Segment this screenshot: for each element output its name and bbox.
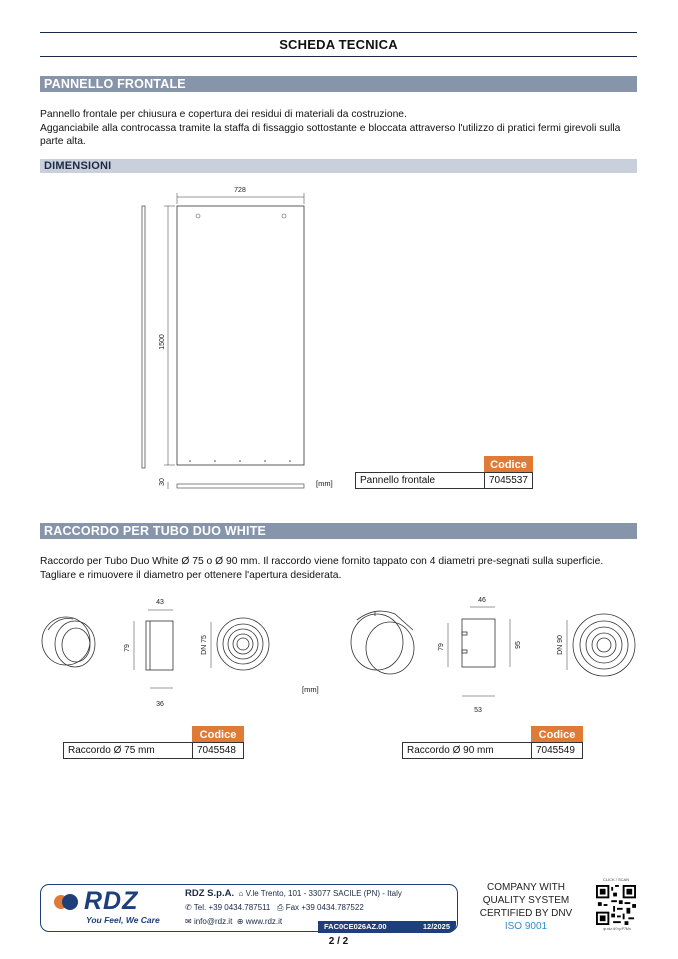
fitting75-name-cell: Raccordo Ø 75 mm <box>64 743 193 759</box>
fitting75-height-dim: 79 <box>124 644 131 652</box>
footer-tel: Tel. +39 0434.787511 <box>193 903 271 912</box>
raccordo-desc-line1: Raccordo per Tubo Duo White Ø 75 o Ø 90 mm. Il raccordo viene fornito tappato con 4 diametri pre-segnati sulla superficie. <box>40 556 604 567</box>
panel-side-profile <box>142 206 145 468</box>
cert-line1: COMPANY WITH <box>487 882 565 893</box>
fitting90-bottom-dim: 53 <box>474 707 482 714</box>
doc-code: FAC0CE026AZ.00 <box>324 922 387 931</box>
footer-company-line <box>185 888 402 899</box>
panel-drawing <box>130 180 350 495</box>
fitting90-top-dim: 46 <box>478 597 486 604</box>
raccordo-desc-line2: Tagliare e rimuovere il diametro per ottenere l'apertura desiderata. <box>40 569 342 581</box>
fitting90-side-view <box>462 619 495 667</box>
fitting90-front-view <box>573 614 635 676</box>
cert-iso: ISO 9001 <box>504 921 548 932</box>
page-number: 2 / 2 <box>328 936 349 947</box>
panel-code-cell: 7045537 <box>485 473 533 489</box>
section-title-pannello: PANNELLO FRONTALE <box>40 76 637 92</box>
fitting90-dn-dim: DN 90 <box>557 635 564 655</box>
fitting75-code-cell: 7045548 <box>193 743 244 759</box>
footer-phone-line <box>185 903 364 913</box>
table-row <box>64 743 244 759</box>
cert-line3: CERTIFIED BY DNV <box>479 908 573 919</box>
footer-company: RDZ S.p.A. <box>185 888 235 899</box>
fitting90-code-table <box>402 726 583 759</box>
rdz-brand: RDZ <box>84 887 139 915</box>
footer-fax: Fax +39 0434.787522 <box>285 903 364 912</box>
fittings-unit-label: [mm] <box>302 685 319 694</box>
header-bottom-rule <box>40 56 637 57</box>
pannello-desc-line2: Agganciabile alla controcassa tramite la staffa di fissaggio sottostante e bloccata attraverso l'utilizzo di pratici fermi girevoli sulla parte alta. <box>40 122 621 147</box>
pannello-description <box>40 108 640 149</box>
fitting90-name-cell: Raccordo Ø 90 mm <box>403 743 532 759</box>
fitting90-code-header: Codice <box>532 727 583 743</box>
fitting75-drawing <box>38 592 278 712</box>
pannello-desc-line1: Pannello frontale per chiusura e copertura dei residui di materiali da costruzione. <box>40 109 407 120</box>
panel-unit-label: [mm] <box>316 479 333 488</box>
panel-name-cell: Pannello frontale <box>356 473 485 489</box>
width-dim-label: 728 <box>234 187 246 194</box>
doc-date: 12/2025 <box>422 922 450 931</box>
header-top-rule <box>40 32 637 33</box>
fitting90-height-dim: 79 <box>438 643 445 651</box>
qr-code-icon[interactable] <box>596 885 636 925</box>
fitting90-outer-dim: 95 <box>515 641 522 649</box>
footer-certification <box>476 881 576 933</box>
raccordo-description <box>40 555 640 582</box>
qr-url: qr.rdz.it/?q=P7Mn <box>603 927 631 931</box>
cert-line2: QUALITY SYSTEM <box>482 895 570 906</box>
rdz-tagline: You Feel, We Care <box>86 915 160 925</box>
footer-doc-code <box>318 921 456 933</box>
footer-address: V.le Trento, 101 - 33077 SACILE (PN) - Italy <box>245 889 402 898</box>
panel-hole-right <box>282 214 286 218</box>
fitting75-front-view <box>217 618 269 670</box>
fax-icon: ⎙ <box>272 903 284 912</box>
fitting90-drawing <box>345 592 640 717</box>
fitting90-code-cell: 7045549 <box>532 743 583 759</box>
fitting90-iso-view <box>351 611 414 674</box>
panel-code-table <box>355 456 533 489</box>
fitting75-code-header: Codice <box>193 727 244 743</box>
fitting75-bottom-dim: 36 <box>156 701 164 708</box>
fitting75-code-table <box>63 726 244 759</box>
footer-web[interactable]: www.rdz.it <box>245 917 283 926</box>
height-dim-label: 1500 <box>159 334 166 350</box>
qr-label: CLICK / SCAN <box>602 877 630 882</box>
globe-icon: ⊕ <box>234 917 244 926</box>
section-title-raccordo: RACCORDO PER TUBO DUO WHITE <box>40 523 637 539</box>
section-title-dimensioni: DIMENSIONI <box>40 159 637 173</box>
fitting75-dn-dim: DN 75 <box>201 635 208 655</box>
phone-icon: ✆ <box>185 903 192 912</box>
mail-icon: ✉ <box>185 917 192 926</box>
depth-dim-label: 30 <box>159 478 166 486</box>
rdz-logo-icon <box>52 891 82 913</box>
footer-contact-line <box>185 917 282 926</box>
panel-code-header: Codice <box>485 457 533 473</box>
page-title: SCHEDA TECNICA <box>279 37 398 52</box>
panel-front <box>177 206 304 465</box>
fitting75-top-dim: 43 <box>156 599 164 606</box>
fitting75-iso-view <box>42 617 95 667</box>
table-row <box>403 743 583 759</box>
home-icon: ⌂ <box>236 889 244 898</box>
fitting75-side-view <box>146 621 173 670</box>
panel-bottom-dots <box>189 460 291 462</box>
panel-bracket <box>177 484 304 488</box>
table-row <box>356 473 533 489</box>
footer-email[interactable]: info@rdz.it <box>193 917 233 926</box>
panel-hole-left <box>196 214 200 218</box>
